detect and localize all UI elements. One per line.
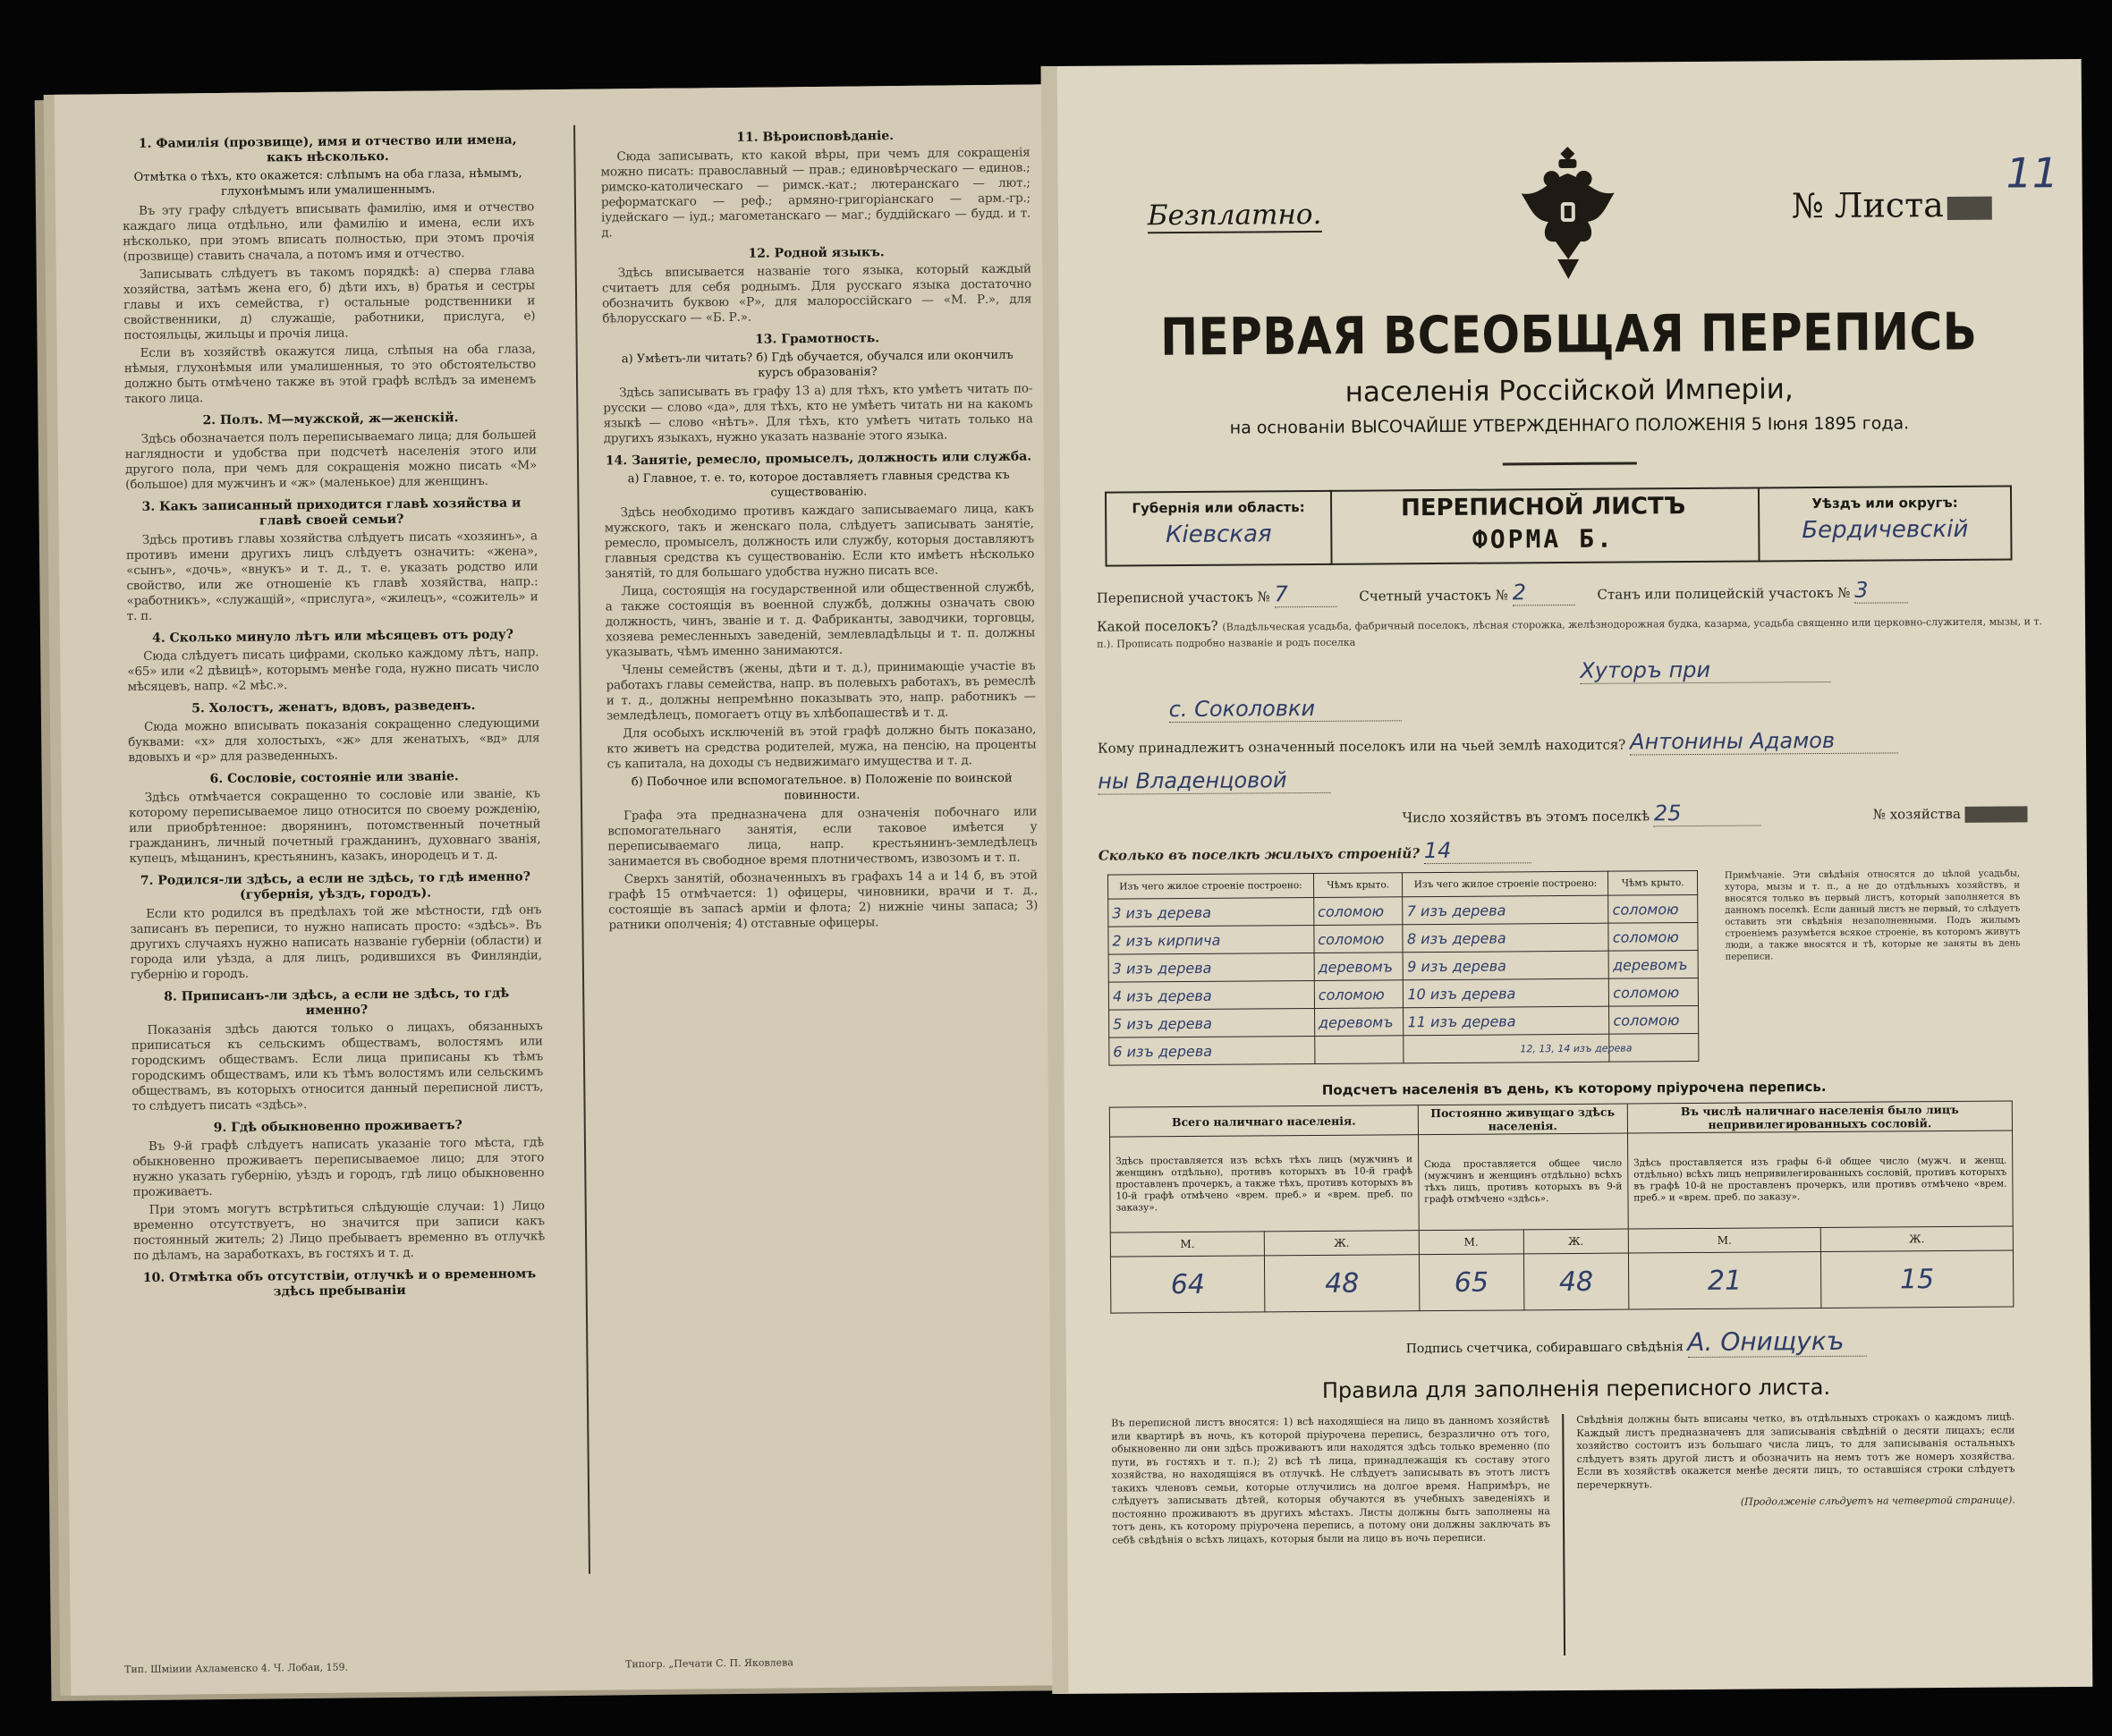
buildings-line bbox=[1098, 834, 2047, 865]
sections-line bbox=[1097, 576, 2045, 607]
owner-value-2: ны Владенцовой bbox=[1098, 767, 1330, 795]
right-footer-imprint: Типогр. „Печати С. П. Яковлева bbox=[625, 1656, 793, 1671]
owner-label: Кому принадлежитъ означенный поселокъ или на чьей землѣ находится? bbox=[1097, 736, 1626, 757]
settlement-value-2: с. Соколовки bbox=[1169, 695, 1402, 723]
free-label: Безплатно. bbox=[1147, 198, 1322, 233]
section-title: 1. Фамилія (прозвище), имя и отчество или имена, какъ нѣсколько. bbox=[138, 132, 517, 165]
count-desc-total: Здѣсь проставляется изъ всѣхъ тѣхъ лицъ (мужчинъ и женщинъ отдѣльно), противъ которыхъ въ 10-й графѣ проставленъ прочеркъ, а также тѣхъ, противъ которыхъ въ 10-й графѣ отмѣчено «врем. преб.» и «врем. преб. по заказу». bbox=[1110, 1135, 1419, 1232]
sex-column-header: Ж. bbox=[1265, 1231, 1420, 1256]
census-section-value: 7 bbox=[1274, 581, 1336, 607]
sex-column-header: Ж. bbox=[1820, 1226, 2013, 1252]
province-label: Губернія или область: bbox=[1132, 499, 1305, 517]
rules-section bbox=[1102, 1410, 2052, 1667]
sheet-number bbox=[1791, 148, 2059, 226]
section-title: 8. Приписанъ-ли здѣсь, а если не здѣсь, то гдѣ именно? bbox=[164, 986, 510, 1019]
buildings-table-cell: 8 изъ дерева bbox=[1403, 923, 1608, 953]
sheet-number-label: № Листа bbox=[1791, 185, 1944, 226]
households-line bbox=[1098, 798, 2046, 829]
instruction-paragraph: Здѣсь обозначается полъ переписываемаго лица; для большей наглядности и удобства при подсчетѣ населенія этого или другого пола, при чемъ для сокращенія можно писать «М» (большое) для мужчинъ и «ж» (маленькое) для женщинъ. bbox=[124, 428, 538, 493]
buildings-table-cell: 9 изъ дерева bbox=[1404, 951, 1609, 980]
sex-column-header: М. bbox=[1628, 1228, 1820, 1254]
buildings-table-cell bbox=[1315, 1036, 1404, 1064]
population-count-value: 64 bbox=[1110, 1256, 1265, 1313]
settlement-values-2 bbox=[1098, 690, 2046, 722]
imperial-eagle-emblem bbox=[1514, 143, 1622, 287]
buildings-table-header: Чѣмъ крыто. bbox=[1313, 873, 1403, 898]
instruction-paragraph: Сверхъ занятій, обозначенныхъ въ графахъ 14 а и 14 б, въ этой графѣ 15 отмѣчается: 1) офицеры, чиновники, врачи и т. д., состоящіе въ запасѣ арміи и флота; 2) нижніе чины запаса; 3) ратники ополченія; 4) отставные офицеры. bbox=[607, 868, 1039, 933]
right-page-census-form bbox=[1041, 59, 2093, 1694]
document-spread bbox=[27, 36, 2084, 1708]
buildings-table-cell: соломою bbox=[1314, 897, 1404, 926]
form-name: ФОРМА Б. bbox=[1472, 523, 1615, 555]
owner-value-1: Антонины Адамов bbox=[1630, 727, 1898, 755]
buildings-table-cell: соломою bbox=[1314, 925, 1404, 953]
section-title: 3. Какъ записанный приходится главѣ хозяйства и главѣ своей семьи? bbox=[141, 495, 522, 529]
buildings-table-row bbox=[1108, 922, 1698, 954]
buildings-table-cell: соломою bbox=[1609, 1005, 1699, 1034]
buildings-table-cell: соломою bbox=[1609, 978, 1699, 1006]
section-title: 11. Вѣроисповѣданіе. bbox=[736, 129, 895, 145]
section-title: 12. Родной языкъ. bbox=[748, 245, 885, 261]
buildings-table-row bbox=[1108, 950, 1698, 982]
sex-column-header: М. bbox=[1419, 1230, 1523, 1255]
buildings-table-cell: деревомъ bbox=[1314, 953, 1404, 981]
settlement-label: Какой поселокъ? bbox=[1096, 617, 1218, 635]
instruction-paragraph: Здѣсь записывать въ графу 13 а) для тѣхъ, кто умѣетъ читать по-русски — слово «да», для тѣхъ, кто не умѣетъ читать ни на какомъ языкѣ — слово «нѣтъ». Для тѣхъ, кто умѣетъ читать только на другихъ языкахъ, нужно указать названіе этого языка. bbox=[603, 381, 1033, 446]
ink-blot bbox=[1947, 196, 1992, 219]
signature-label: Подпись счетчика, собиравшаго свѣдѣнія bbox=[1405, 1340, 1684, 1357]
section-subtitle: а) Умѣетъ-ли читать? б) Гдѣ обучается, обучался или окончилъ курсъ образованія? bbox=[621, 348, 1014, 380]
instruction-paragraph: Если въ хозяйствѣ окажутся лица, слѣпыя на оба глаза, нѣмыя, глухонѣмыя или умалишенныя, то это обстоятельство должно быть отмѣчено также въ этой графѣ вслѣдъ за именемъ такого лица. bbox=[123, 342, 537, 407]
instruction-paragraph: Графа эта предназначена для означенія побочнаго или вспомогательнаго занятія, если таковое имѣется у переписываемаго лица, напр. крестьянинъ-земледѣлецъ занимается въ свободное время плотничествомъ, извозомъ и т. п. bbox=[607, 804, 1038, 869]
buildings-table-cell: 10 изъ дерева bbox=[1404, 978, 1609, 1008]
settlement-values bbox=[1097, 655, 2045, 686]
left-page-instructions bbox=[55, 84, 1073, 1696]
buildings-table-cell: 11 изъ дерева bbox=[1404, 1006, 1609, 1036]
instruction-paragraph: Здѣсь необходимо противъ каждаго записываемаго лица, какъ мужского, такъ и женскаго пола, слѣдуетъ записывать занятіе, ремесло, промыселъ, должность или службу, которыя доставляютъ главныя средства къ существованію. Если кто имѣетъ нѣсколько занятій, то для большаго удобства нужно писать все. bbox=[604, 501, 1035, 581]
buildings-table-row bbox=[1109, 1005, 1699, 1037]
section-title: 13. Грамотность. bbox=[754, 331, 880, 347]
section-title: 6. Сословіе, состояніе или званіе. bbox=[209, 769, 459, 787]
column-divider bbox=[573, 125, 590, 1574]
household-number-label: № хозяйства bbox=[1872, 805, 1961, 823]
section-subtitle: Отмѣтка о тѣхъ, кто окажется: слѣпымъ на оба глаза, нѣмымъ, глухонѣмымъ или умалишеннымъ. bbox=[133, 166, 522, 199]
main-title: ПЕРВАЯ ВСЕОБЩАЯ ПЕРЕПИСЬ bbox=[1159, 301, 1978, 368]
subtitle-decree: на основаніи ВЫСОЧАЙШЕ УТВЕРЖДЕННАГО ПОЛОЖЕНІЯ 5 Іюня 1895 года. bbox=[1229, 413, 1910, 438]
sex-column-header: Ж. bbox=[1523, 1229, 1628, 1254]
buildings-table-cell: 5 изъ дерева bbox=[1109, 1008, 1315, 1037]
population-count-value: 15 bbox=[1820, 1250, 2014, 1308]
census-section-label: Переписной участокъ № bbox=[1096, 589, 1270, 606]
district-value: Бердичевскій bbox=[1802, 515, 1969, 545]
buildings-table-cell: соломою bbox=[1608, 922, 1698, 951]
instruction-paragraph: Сюда можно вписывать показанія сокращенно следующими буквами: «х» для холостыхъ, «ж» для женатыхъ, «вд» для вдовыхъ и «р» для разведенныхъ. bbox=[128, 716, 540, 766]
households-value: 25 bbox=[1654, 800, 1761, 826]
section-title: 9. Гдѣ обыкновенно проживаетъ? bbox=[213, 1118, 462, 1136]
count-head-permanent: Постоянно живущаго здѣсь населенія. bbox=[1418, 1104, 1627, 1135]
buildings-table-cell: 7 изъ дерева bbox=[1403, 895, 1608, 925]
settlement-hint: (Владѣльческая усадьба, фабричный поселокъ, лѣсная сторожка, желѣзнодорожная будка, казарма, усадьба священно или церковно-служителя, мызы, и т. п.). Прописать подробно названіе и родъ поселка bbox=[1097, 615, 2043, 650]
count-desc-permanent: Сюда проставляется общее число (мужчинъ и женщинъ отдѣльно) всѣхъ тѣхъ лицъ, противъ которыхъ въ 9-й графѣ отмѣчено «здѣсь». bbox=[1418, 1133, 1628, 1231]
section-title: 14. Занятіе, ремесло, промыселъ, должность или служба. bbox=[605, 449, 1032, 469]
rules-title: Правила для заполненія переписного листа. bbox=[1321, 1374, 1831, 1403]
title-divider bbox=[1503, 462, 1637, 465]
population-count-title: Подсчетъ населенія въ день, къ которому пріурочена перепись. bbox=[1321, 1078, 1827, 1098]
buildings-section bbox=[1098, 868, 2048, 1080]
count-section-label: Счетный участокъ № bbox=[1359, 587, 1508, 605]
buildings-value: 14 bbox=[1424, 837, 1531, 864]
ink-blot-household bbox=[1965, 806, 2028, 822]
sheet-number-value: 11 bbox=[2006, 148, 2059, 198]
buildings-table-header: Чѣмъ крыто. bbox=[1608, 870, 1698, 895]
buildings-table-cell: 3 изъ дерева bbox=[1108, 897, 1314, 927]
form-title-box bbox=[1328, 487, 1759, 564]
instruction-paragraph: Лица, состоящія на государственной или общественной службѣ, а также состоящія въ военной службѣ, должны означать свою должность, чинъ, званіе и т. д. Фабриканты, заводчики, торговцы, хозяева ремесленныхъ заведеній, землевладѣльцы и т. п. должны указывать, чѣмъ именно занимаются. bbox=[605, 580, 1036, 660]
subtitle-empire: населенія Россійской Имперіи, bbox=[1344, 373, 1794, 409]
buildings-table-row bbox=[1108, 894, 1698, 927]
instruction-paragraph: Здѣсь противъ главы хозяйства слѣдуетъ писать «хозяинъ», а противъ имени другихъ лицъ слѣдуетъ означить: «жена», «сынъ», «дочь», «внукъ» и т. д., т. е. указать родство или свойство, или же отношеніе къ главѣ хозяйства, напр.: «работникъ», «служащій», «прислуга», «жилецъ», «сожитель» и т. п. bbox=[125, 529, 539, 624]
count-section-value: 2 bbox=[1513, 580, 1575, 605]
sex-column-header: М. bbox=[1110, 1232, 1265, 1257]
rules-continuation-note: (Продолженіе слѣдуетъ на четвертой странице). bbox=[1740, 1494, 2015, 1508]
rules-divider bbox=[1562, 1414, 1565, 1656]
buildings-table-cell: 6 изъ дерева bbox=[1109, 1036, 1315, 1065]
instruction-paragraph: При этомъ могутъ встрѣтиться слѣдующіе случаи: 1) Лицо временно отсутствуетъ, но значится при записи какъ постоянный житель; 2) Лицо пребываетъ временно въ отлучкѣ по дѣламъ, на заработкахъ, въ гостяхъ и т. д. bbox=[132, 1198, 546, 1264]
instruction-paragraph: Члены семействъ (жены, дѣти и т. д.), принимающіе участіе въ работахъ главы семейства, напр. въ полевыхъ работахъ, въ ремеслѣ и т. д., должны непремѣнно показывать это, напр. работникъ — земледѣлецъ, помогаетъ отцу въ хлѣбопашествѣ и т. д. bbox=[606, 658, 1036, 724]
instruction-paragraph: Показанія здѣсь даются только о лицахъ, обязанныхъ приписаться къ сельскимъ обществамъ, волостямъ или городскимъ обществамъ. Если лица приписаны къ тѣмъ городскимъ обществамъ, или къ тѣмъ волостямъ или сельскимъ обществамъ, въ которыхъ относится данный переписной листъ, то слѣдуетъ писать «здѣсь». bbox=[131, 1019, 544, 1114]
owner-line-2 bbox=[1098, 762, 2046, 793]
rules-left-column: Въ переписной листъ вносятся: 1) всѣ находящіеся на лицо въ данномъ хозяйствѣ или квартирѣ въ ночь, къ которой пріурочена перепись, безразлично отъ того, обыкновенно ли они здѣсь проживаютъ или находятся здѣсь только временно (по пути, въ гостяхъ и т. п.); 2) всѣ тѣ лица, принадлежащія къ составу этого хозяйства, но находящіяся въ отлучкѣ. Не слѣдуетъ записывать въ этотъ листъ такихъ членовъ семьи, которые отлучились на долгое время. Напримѣръ, не слѣдуетъ записывать дѣтей, которыя обучаются въ учебныхъ заведеніяхъ и постоянно проживаютъ въ другихъ мѣстахъ. Листы должны быть заполнены на тотъ день, къ которому пріурочена перепись, а потому они должны заключать въ себѣ свѣдѣнія о всѣхъ лицахъ, которыя были на лицо въ ночь переписи. bbox=[1111, 1414, 1551, 1546]
buildings-table-cell: 2 изъ кирпича bbox=[1108, 925, 1314, 954]
police-section-label: Станъ или полицейскій участокъ № bbox=[1597, 584, 1851, 603]
buildings-table-row bbox=[1108, 978, 1698, 1010]
buildings-extra-note: 12, 13, 14 изъ дерева bbox=[1520, 1042, 1633, 1055]
population-count-table bbox=[1109, 1101, 2014, 1314]
rules-right-column bbox=[1576, 1411, 2015, 1511]
count-desc-unprivileged: Здѣсь проставляется изъ графы 6-й общее число (мужч. и женщ. отдѣльно) всѣхъ лицъ непривилегированныхъ сословій, противъ которыхъ въ графѣ 10-й не проставленъ прочеркъ, или противъ отмѣчено «врем. преб.» и «врем. преб. по заказу». bbox=[1627, 1131, 2013, 1229]
instruction-paragraph: Въ эту графу слѣдуетъ вписывать фамилію, имя и отчество каждаго лица отдѣльно, или фамилію и имена, если ихъ нѣсколько, при этомъ вписать полностью, при этомъ прочія (прозвище) ставить сначала, а потомъ имя и отчество. bbox=[123, 199, 535, 265]
buildings-table-header: Изъ чего жилое строеніе построено: bbox=[1107, 873, 1313, 899]
province-value: Кіевская bbox=[1165, 521, 1272, 549]
population-count-value: 48 bbox=[1523, 1253, 1629, 1310]
instruction-paragraph: Для особыхъ исключеній въ этой графѣ должно быть показано, кто живетъ на средства родителей, мужа, на пенсію, на проценты съ капитала, на доходы съ недвижимаго имущества и т. д. bbox=[606, 722, 1037, 772]
instruction-paragraph: Здѣсь отмѣчается сокращенно то сословіе или званіе, къ которому переписываемое лицо относится по своему рожденію, или приобрѣтенное: дворянинъ, потомственный почетный гражданинъ, личный почетный гражданинъ, духовнаго званія, купецъ, мѣщанинъ, крестьянинъ, казакъ, инородецъ и т. д. bbox=[128, 786, 541, 867]
district-label: Уѣздъ или округъ: bbox=[1811, 494, 1958, 512]
left-column-2 bbox=[600, 120, 1038, 936]
buildings-label: Сколько въ поселкѣ жилыхъ строеній? bbox=[1098, 845, 1421, 864]
instruction-paragraph: Если кто родился въ предѣлахъ той же мѣстности, гдѣ онъ записанъ въ переписи, то нужно написать просто: «здѣсь». Въ другихъ случаяхъ нужно написать названіе губерніи (области) и города или уѣзда, а для лицъ, родившихся въ Финляндіи, губернію и городъ. bbox=[130, 902, 542, 983]
owner-line bbox=[1098, 726, 2046, 758]
buildings-table bbox=[1107, 870, 1699, 1066]
buildings-table-cell: 4 изъ дерева bbox=[1108, 980, 1314, 1010]
rules-right-text: Свѣдѣнія должны быть вписаны четко, въ отдѣльныхъ строкахъ о каждомъ лицѣ. Каждый листъ предназначенъ для записыванія свѣдѣній о десяти лицахъ; если хозяйство состоитъ изъ большаго числа лицъ, то для записыванія остальныхъ слѣдуетъ взять другой листъ и обозначить на немъ тотъ же номеръ хозяйства. Если въ хозяйствѣ окажется менѣе десяти лицъ, то оставшіяся строки слѣдуетъ перечеркнуть. bbox=[1576, 1410, 2015, 1491]
left-column-1 bbox=[122, 125, 546, 1304]
settlement-value-1: Хуторъ при bbox=[1580, 656, 1830, 684]
section-title: 2. Полъ. М—мужской, ж—женскій. bbox=[202, 411, 459, 428]
buildings-footnote: Примѣчаніе. Эти свѣдѣнія относятся до цѣлой усадьбы, хутора, мызы и т. п., а не до отдѣльныхъ хозяйствъ, и вносятся только въ первый листъ, который заполняется въ данномъ поселкѣ. Если данный листъ не первый, то слѣдуетъ оставить эти свѣдѣнія незаполненными. Подъ жилымъ строеніемъ разумѣется всякое строеніе, въ которомъ живутъ люди, а также вносятся и тѣ, которые не заняты въ день переписи. bbox=[1724, 868, 2021, 962]
buildings-table-header: Изъ чего жилое строеніе построено: bbox=[1403, 871, 1608, 897]
signature-value: А. Онищукъ bbox=[1687, 1326, 1866, 1358]
instruction-paragraph: Записывать слѣдуетъ въ такомъ порядкѣ: а) сперва глава хозяйства, затѣмъ жена его, б) дѣти ихъ, в) братья и сестры главы и ихъ семейства, г) остальные родственники и свойственники, д) служащіе, работники, прислуга, е) постояльцы, жильцы и прочія лица. bbox=[123, 263, 536, 343]
buildings-table-cell: деревомъ bbox=[1608, 950, 1698, 978]
buildings-table-cell: соломою bbox=[1314, 980, 1404, 1009]
households-label: Число хозяйствъ въ этомъ поселкѣ bbox=[1402, 808, 1650, 826]
section-title: 5. Холостъ, женатъ, вдовъ, разведенъ. bbox=[191, 699, 476, 716]
section-subtitle: а) Главное, т. е. то, которое доставляетъ главныя средства къ существованію. bbox=[627, 468, 1010, 500]
population-count-value: 48 bbox=[1265, 1255, 1420, 1312]
section-title-10: 10. Отмѣтка объ отсутствіи, отлучкѣ и о временномъ здѣсь пребываніи bbox=[142, 1266, 537, 1300]
count-head-total: Всего наличнаго населенія. bbox=[1109, 1105, 1418, 1137]
population-count-value: 21 bbox=[1628, 1252, 1820, 1309]
form-title: ПЕРЕПИСНОЙ ЛИСТЪ bbox=[1400, 493, 1686, 522]
instruction-paragraph: Здѣсь вписывается названіе того языка, который каждый считаетъ для себя роднымъ. Для русскаго языка достаточно обозначить буквою «Р», для малороссійскаго — «М. Р.», для бѣлорусскаго — «Б. Р.». bbox=[601, 261, 1032, 326]
section-title: 7. Родился-ли здѣсь, а если не здѣсь, то гдѣ именно? (губернія, уѣздъ, городъ). bbox=[140, 869, 530, 902]
province-box bbox=[1105, 490, 1333, 567]
buildings-table-cell: деревомъ bbox=[1314, 1008, 1404, 1037]
buildings-table-cell: соломою bbox=[1608, 894, 1698, 923]
police-section-value: 3 bbox=[1854, 577, 1908, 603]
enumerator-signature-line bbox=[1102, 1325, 2050, 1361]
instruction-paragraph: Сюда записывать, кто какой вѣры, при чемъ для сокращенія можно писать: православный — прав.; единовѣрческаго — единов.; римско-католическаго — римск.-кат.; лютеранскаго — лют.; реформатскаго — реф.; армяно-григоріанскаго — арм.-гр.; іудейскаго — іуд.; магометанскаго — маг.; буддійскаго — будд. и т. д. bbox=[600, 145, 1031, 241]
section-subtitle: б) Побочное или вспомогательное. в) Положеніе по воинской повинности. bbox=[631, 771, 1013, 803]
district-box bbox=[1758, 486, 2013, 563]
buildings-table-cell: 3 изъ дерева bbox=[1108, 953, 1314, 982]
instruction-paragraph: Въ 9-й графѣ слѣдуетъ написать указаніе того мѣста, гдѣ обыкновенно проживаетъ переписываемое лицо; для этого нужно указать губернію, уѣздъ и городъ, гдѣ лицо обыкновенно проживаетъ. bbox=[132, 1135, 545, 1200]
count-head-unprivileged: Въ числѣ наличнаго населенія было лицъ непривилегированныхъ сословій. bbox=[1627, 1101, 2012, 1133]
section-title: 4. Сколько минуло лѣтъ или мѣсяцевъ отъ роду? bbox=[152, 627, 514, 646]
instruction-paragraph: Сюда слѣдуетъ писать цифрами, сколько каждому лѣтъ, напр. «65» или «2 дѣвицѣ», которымъ менѣе года, нужно писать число мѣсяцевъ, напр. «2 мѣс.». bbox=[127, 645, 539, 695]
left-footer-imprint: Тип. Шміиии Ахламенско 4. Ч. Лобаи, 159. bbox=[124, 1661, 349, 1676]
population-count-value: 65 bbox=[1419, 1254, 1523, 1311]
settlement-line bbox=[1097, 612, 2045, 650]
